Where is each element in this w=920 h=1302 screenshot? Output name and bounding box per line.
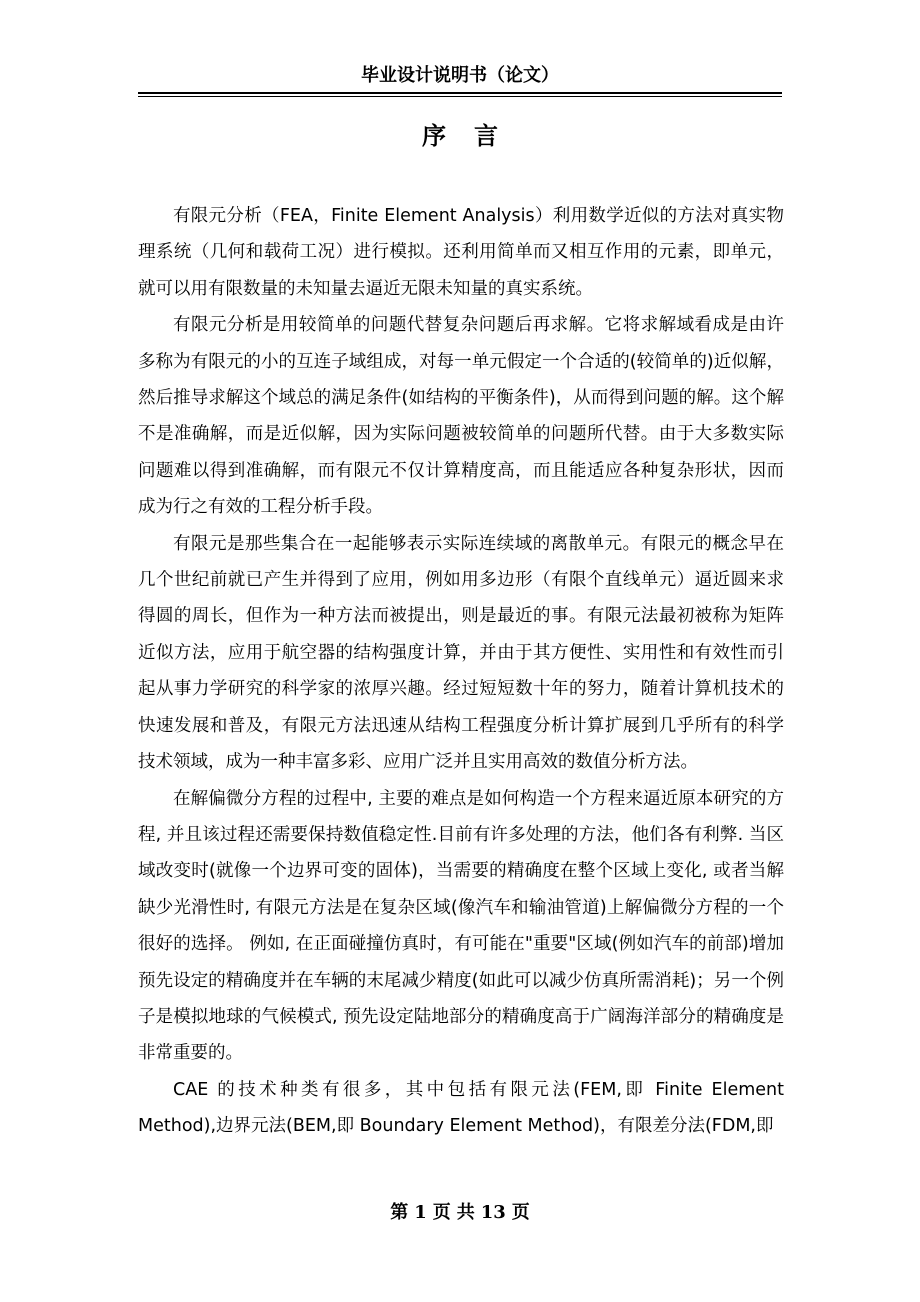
footer-word-ye-2: 页: [511, 1202, 530, 1223]
paragraph-5: CAE 的技术种类有很多，其中包括有限元法(FEM,即 Finite Element Method),边界元法(BEM,即 Boundary Element Method)，有限差分法(FDM,即: [138, 1079, 784, 1137]
header-rule-thick: [138, 92, 782, 94]
title-char-1: 序: [422, 122, 446, 150]
page-footer: [138, 1200, 782, 1226]
page-title: [138, 120, 782, 152]
document-header: 毕业设计说明书（论文）: [361, 65, 559, 86]
paragraph-1: 有限元分析（FEA，Finite Element Analysis）利用数学近似的方法对真实物理系统（几何和载荷工况）进行模拟。还利用简单而又相互作用的元素，即单元，就可以用有限数量的未知量去逼近无限未知量的真实系统。: [138, 206, 784, 299]
body-text: [138, 198, 784, 1145]
footer-word-di: 第: [390, 1202, 409, 1223]
footer-word-gong: 共: [456, 1202, 475, 1223]
paragraph-2: 有限元分析是用较简单的问题代替复杂问题后再求解。它将求解域看成是由许多称为有限元的小的互连子域组成，对每一单元假定一个合适的(较简单的)近似解，然后推导求解这个域总的满足条件(如结构的平衡条件)，从而得到问题的解。这个解不是准确解，而是近似解，因为实际问题被较简单的问题所代替。由于大多数实际问题难以得到准确解，而有限元不仅计算精度高，而且能适应各种复杂形状，因而成为行之有效的工程分析手段。: [138, 315, 784, 518]
header-rule-thin: [138, 96, 782, 97]
paragraph-4: 在解偏微分方程的过程中, 主要的难点是如何构造一个方程来逼近原本研究的方程, 并且该过程还需要保持数值稳定性.目前有许多处理的方法，他们各有利弊. 当区域改变时(就像一个边界可变的固体)，当需要的精确度在整个区域上变化, 或者当解缺少光滑性时, 有限元方法是在复杂区域(像汽车和输油管道)上解偏微分方程的一个很好的选择。 例如, 在正面碰撞仿真时，有可能在"重要"区域(例如汽车的前部)增加预先设定的精确度并在车辆的末尾减少精度(如此可以减少仿真所需消耗)；另一个例子是模拟地球的气候模式, 预先设定陆地部分的精确度高于广阔海洋部分的精确度是非常重要的。: [138, 788, 784, 1064]
footer-word-ye: 页: [432, 1202, 451, 1223]
paragraph-3: 有限元是那些集合在一起能够表示实际连续域的离散单元。有限元的概念早在几个世纪前就已产生并得到了应用，例如用多边形（有限个直线单元）逼近圆来求得圆的周长，但作为一种方法而被提出，则是最近的事。有限元法最初被称为矩阵近似方法，应用于航空器的结构强度计算，并由于其方便性、实用性和有效性而引起从事力学研究的科学家的浓厚兴趣。经过短短数十年的努力，随着计算机技术的快速发展和普及，有限元方法迅速从结构工程强度分析计算扩展到几乎所有的科学技术领域，成为一种丰富多彩、应用广泛并且实用高效的数值分析方法。: [138, 533, 784, 773]
footer-current-page: 1: [414, 1202, 427, 1223]
title-char-2: 言: [474, 122, 498, 150]
footer-total-pages: 13: [480, 1202, 506, 1223]
